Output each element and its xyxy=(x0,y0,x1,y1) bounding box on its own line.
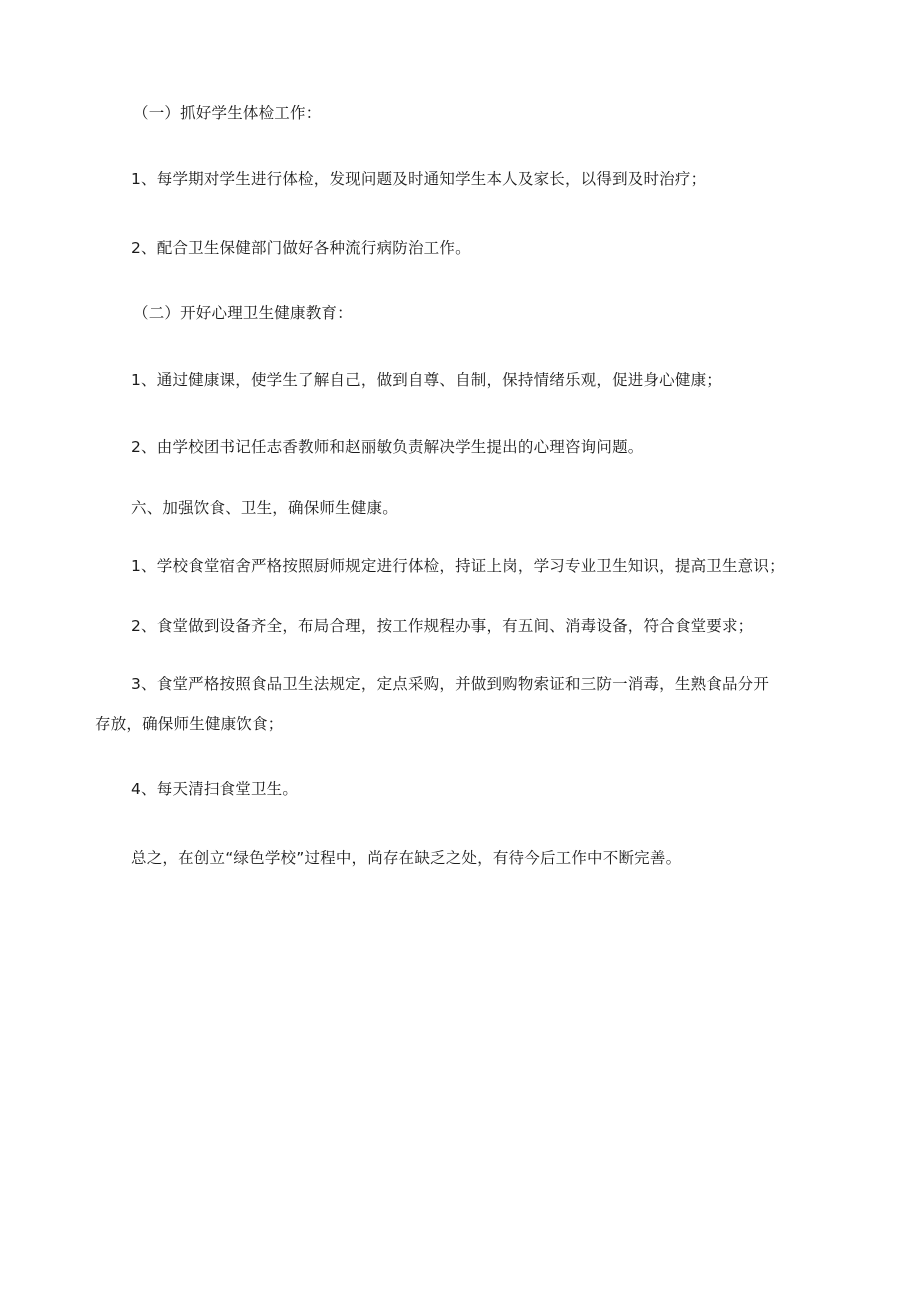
paragraph-diet-item-3-continued: 存放，确保师生健康饮食； xyxy=(95,715,284,733)
section-heading-diet-hygiene: 六、加强饮食、卫生，确保师生健康。 xyxy=(131,499,398,517)
paragraph-mental-health-item-1: 1、通过健康课，使学生了解自己，做到自尊、自制，保持情绪乐观，促进身心健康； xyxy=(131,371,722,389)
paragraph-diet-item-2: 2、食堂做到设备齐全，布局合理，按工作规程办事，有五间、消毒设备，符合食堂要求； xyxy=(131,617,754,635)
paragraph-diet-item-1: 1、学校食堂宿舍严格按照厨师规定进行体检，持证上岗，学习专业卫生知识，提高卫生意识； xyxy=(131,557,785,575)
paragraph-diet-item-4: 4、每天清扫食堂卫生。 xyxy=(131,780,299,798)
paragraph-physical-exam-item-1: 1、每学期对学生进行体检，发现问题及时通知学生本人及家长，以得到及时治疗； xyxy=(131,170,707,188)
section-heading-physical-exam: （一）抓好学生体检工作： xyxy=(133,104,322,122)
section-heading-mental-health: （二）开好心理卫生健康教育： xyxy=(133,304,353,322)
paragraph-mental-health-item-2: 2、由学校团书记任志香教师和赵丽敏负责解决学生提出的心理咨询问题。 xyxy=(131,438,644,456)
paragraph-diet-item-3: 3、食堂严格按照食品卫生法规定，定点采购，并做到购物索证和三防一消毒，生熟食品分开 xyxy=(131,675,770,693)
paragraph-conclusion: 总之，在创立“绿色学校”过程中，尚存在缺乏之处，有待今后工作中不断完善。 xyxy=(131,849,682,867)
paragraph-physical-exam-item-2: 2、配合卫生保健部门做好各种流行病防治工作。 xyxy=(131,239,471,257)
